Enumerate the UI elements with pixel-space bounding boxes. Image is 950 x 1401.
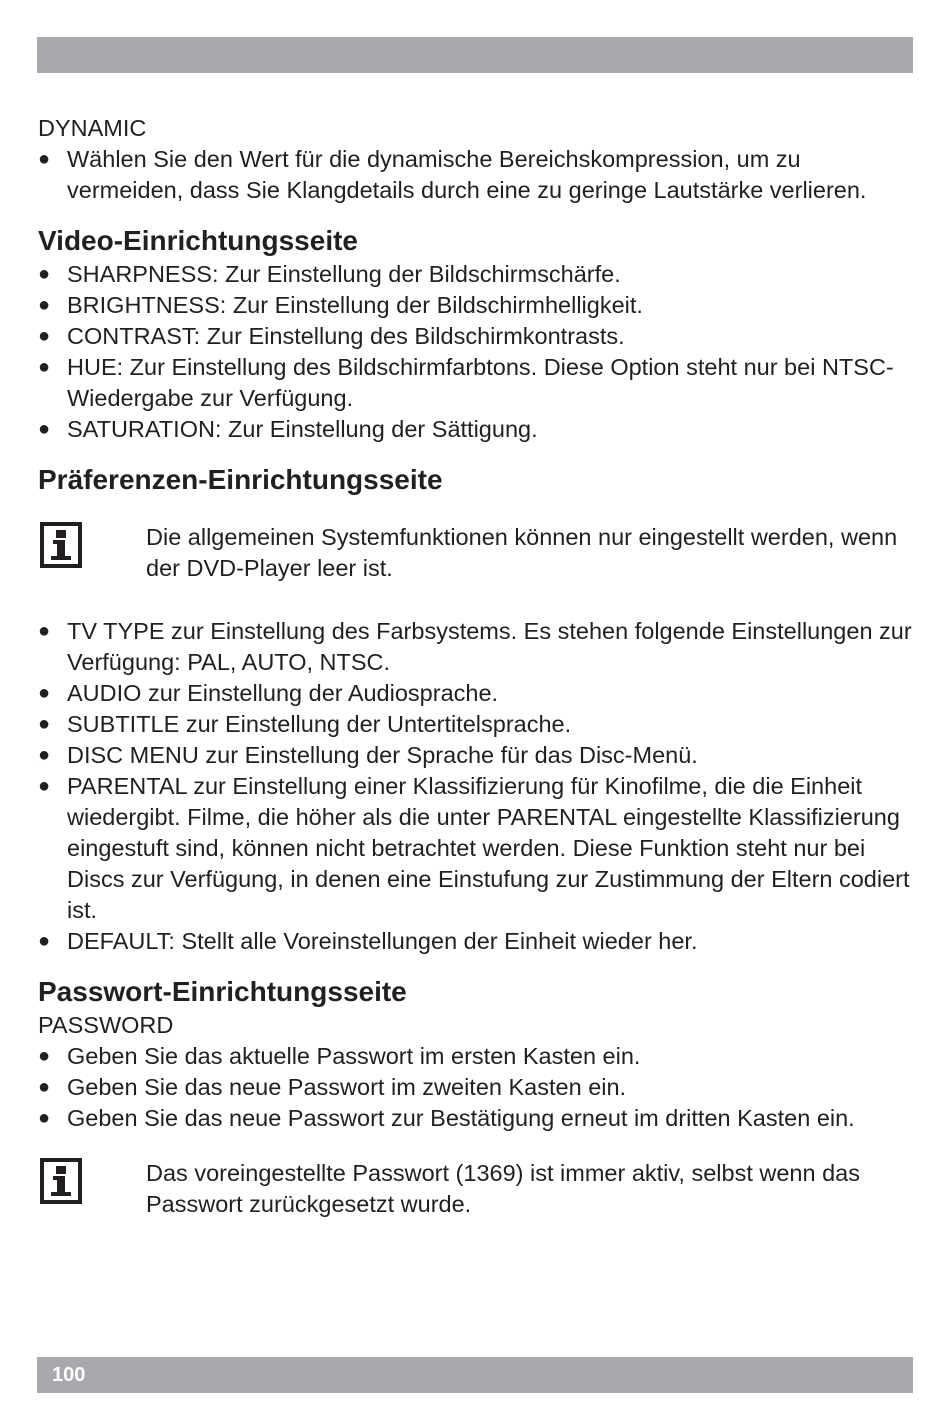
footer-bar xyxy=(37,1357,913,1393)
list-item: ● SHARPNESS: Zur Einstellung der Bildschirmschärfe. xyxy=(38,259,918,290)
list-item: ● DISC MENU zur Einstellung der Sprache für das Disc-Menü. xyxy=(38,740,918,771)
note-text: Das voreingestellte Passwort (1369) ist immer aktiv, selbst wenn das Passwort zurückgesetzt wurde. xyxy=(146,1160,860,1217)
dynamic-list xyxy=(38,144,918,206)
list-item: ● PARENTAL zur Einstellung einer Klassifizierung für Kinofilme, die die Einheit wiedergibt. Filme, die höher als die unter PARENTAL eingestellte Klassifizierung eingestuft sind, können nicht betrachtet werden. Diese Funktion steht nur bei Discs zur Verfügung, in denen eine Einstufung zur Zustimmung der Eltern codiert ist. xyxy=(38,771,918,926)
list-item: ● Geben Sie das aktuelle Passwort im ersten Kasten ein. xyxy=(38,1041,918,1072)
list-item: ● HUE: Zur Einstellung des Bildschirmfarbtons. Diese Option steht nur bei NTSC-Wiedergabe zur Verfügung. xyxy=(38,352,918,414)
list-item: ● BRIGHTNESS: Zur Einstellung der Bildschirmhelligkeit. xyxy=(38,290,918,321)
header-bar xyxy=(37,37,913,73)
list-item: ● TV TYPE zur Einstellung des Farbsystems. Es stehen folgende Einstellungen zur Verfügung: PAL, AUTO, NTSC. xyxy=(38,616,918,678)
list-item: ● DEFAULT: Stellt alle Voreinstellungen der Einheit wieder her. xyxy=(38,926,918,957)
preferences-list xyxy=(38,616,918,957)
list-item: ● SATURATION: Zur Einstellung der Sättigung. xyxy=(38,414,918,445)
page-content xyxy=(38,113,918,1252)
video-heading: Video-Einrichtungsseite xyxy=(38,225,358,256)
password-list xyxy=(38,1041,918,1134)
password-label: PASSWORD xyxy=(38,1012,174,1038)
list-item: ● Geben Sie das neue Passwort zur Bestätigung erneut im dritten Kasten ein. xyxy=(38,1103,918,1134)
list-item: ● AUDIO zur Einstellung der Audiosprache. xyxy=(38,678,918,709)
page-number: 100 xyxy=(52,1364,86,1386)
preferences-heading: Präferenzen-Einrichtungsseite xyxy=(38,464,443,495)
list-item: ● SUBTITLE zur Einstellung der Untertitelsprache. xyxy=(38,709,918,740)
password-note xyxy=(38,1158,918,1222)
list-item: ● Wählen Sie den Wert für die dynamische Bereichskompression, um zu vermeiden, dass Sie Klangdetails durch eine zu geringe Lautstärke verlieren. xyxy=(38,144,918,206)
dynamic-label: DYNAMIC xyxy=(38,115,147,141)
info-icon xyxy=(40,522,82,568)
preferences-note xyxy=(38,522,918,586)
list-item: ● Geben Sie das neue Passwort im zweiten Kasten ein. xyxy=(38,1072,918,1103)
info-icon xyxy=(40,1158,82,1204)
video-list xyxy=(38,259,918,445)
list-item: ● CONTRAST: Zur Einstellung des Bildschirmkontrasts. xyxy=(38,321,918,352)
password-heading: Passwort-Einrichtungsseite xyxy=(38,976,407,1007)
note-text: Die allgemeinen Systemfunktionen können nur eingestellt werden, wenn der DVD-Player leer ist. xyxy=(146,524,898,581)
